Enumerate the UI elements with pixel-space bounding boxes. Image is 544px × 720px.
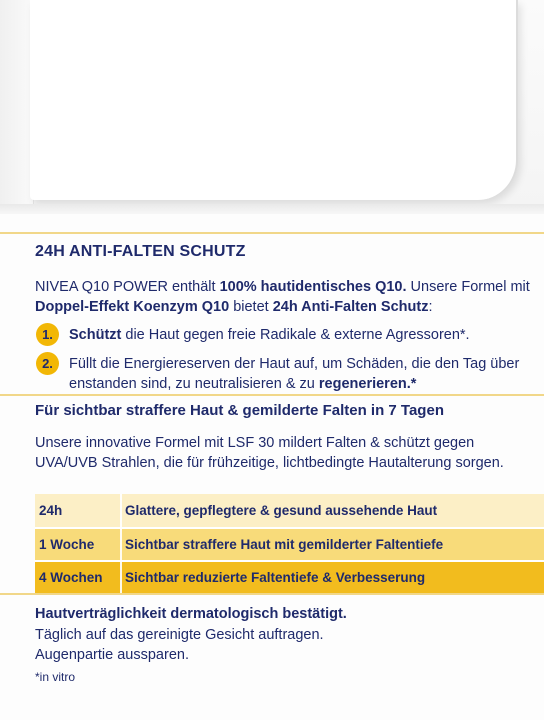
timeline-result: Sichtbar straffere Haut mit gemilderter Faltentiefe [120,529,544,560]
timeline-row [35,527,544,560]
benefit-item [69,325,529,345]
timeline-time: 1 Woche [39,537,95,552]
subheading: Für sichtbar straffere Haut & gemilderte Falten in 7 Tagen [35,402,444,419]
intro-highlight: 24h Anti-Falten Schutz [272,298,429,315]
lid-side [0,0,34,214]
benefit-item [69,354,529,394]
benefit-highlight: Schützt [69,327,122,343]
timeline-result: Sichtbar reduzierte Faltentiefe & Verbesserung [120,562,544,593]
intro-highlight: 100% hautidentisches Q10. [219,279,407,295]
divider-stripe-1 [0,394,544,396]
description-text: Unsere innovative Formel mit LSF 30 mildert Falten & schützt gegen UVA/UVB Strahlen, die für frühzeitige, lichtbedingte Hautalterung sorgen. [35,435,504,471]
benefit-number-badge: 2. [36,352,59,375]
footnote: *in vitro [35,670,76,684]
benefit-text: die Haut gegen freie Radikale & externe Agressoren*. [121,327,470,343]
intro-part: Unsere Formel mit [406,279,530,295]
benefit-number-badge: 1. [36,323,59,346]
section-title: 24H ANTI-FALTEN SCHUTZ [35,243,246,260]
intro-highlight: Doppel-Effekt Koenzym Q10 [35,298,230,315]
benefit-text: Füllt die Energiereserven der Haut auf, um Schäden, die den Tag über enstanden sind, zu neutralisieren & zu [69,356,520,392]
usage-instructions [35,625,324,665]
jar-lid [0,0,544,214]
label-top-stripe [0,232,544,234]
tolerance-statement: Hautverträglichkeit dermatologisch bestätigt. [35,606,347,622]
lid-top-surface [30,0,518,200]
timeline-time: 24h [39,503,63,518]
intro-part: : [428,298,433,315]
intro-text [35,278,535,317]
divider-stripe-2 [0,593,544,595]
timeline-row [35,560,544,593]
usage-line: Augenpartie aussparen. [35,647,189,663]
lid-ridge [0,204,544,214]
usage-line: Täglich auf das gereinigte Gesicht auftragen. [35,627,324,643]
timeline-time: 4 Wochen [39,570,103,585]
timeline-result: Glattere, gepflegtere & gesund aussehende Haut [120,494,544,527]
benefit-highlight: regenerieren.* [318,376,417,392]
intro-part: bietet [229,298,273,315]
timeline-table [35,494,544,593]
intro-part: NIVEA Q10 POWER enthält [35,279,220,295]
timeline-row [35,494,544,527]
